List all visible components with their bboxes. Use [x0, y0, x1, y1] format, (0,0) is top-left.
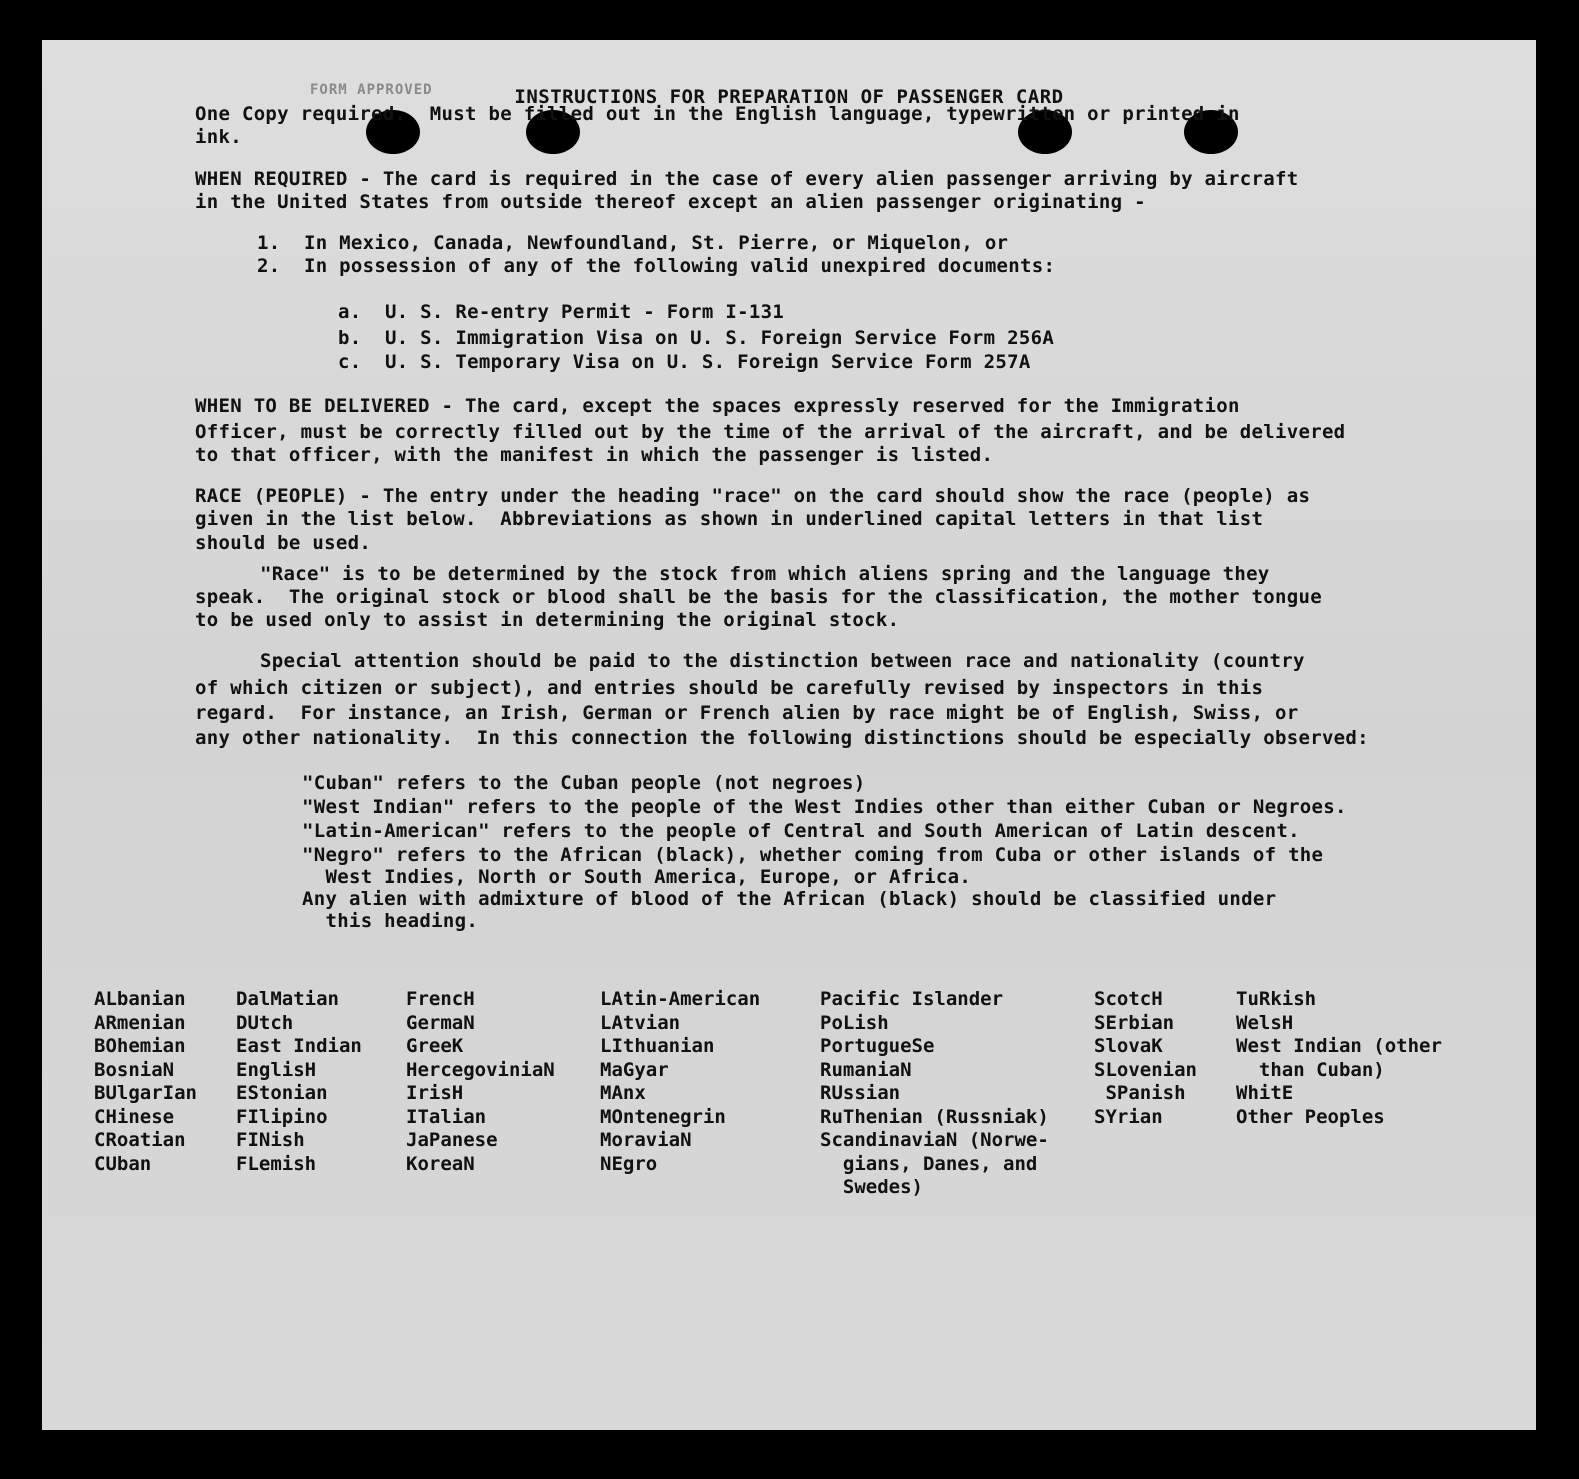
- race-text: any other nationality. In this connection the following distinctions should be especially observed:: [195, 727, 1369, 749]
- people-item: NEgro: [600, 1152, 658, 1175]
- peoples-column: [1236, 988, 1442, 1129]
- form-approved-stamp: FORM APPROVED: [310, 82, 433, 98]
- people-item: MaGyar: [600, 1058, 669, 1081]
- people-item: ITalian: [406, 1105, 487, 1128]
- when-delivered-text: WHEN TO BE DELIVERED - The card, except the spaces expressly reserved for the Immigration: [195, 395, 1240, 417]
- people-item: CRoatian: [94, 1129, 186, 1151]
- people-item: SlovaK: [1094, 1035, 1163, 1057]
- people-item: SErbian: [1094, 1011, 1175, 1034]
- distinction-line: "Negro" refers to the African (black), whether coming from Cuba or other islands of the: [302, 844, 1324, 866]
- people-item: gians, Danes, and: [820, 1152, 1038, 1175]
- race-text: "Race" is to be determined by the stock from which aliens spring and the language they: [260, 563, 1270, 585]
- people-item: BUlgarIan: [94, 1082, 197, 1104]
- peoples-column: [236, 988, 362, 1176]
- distinction-line: "Cuban" refers to the Cuban people (not negroes): [302, 772, 866, 794]
- people-item: FIlipino: [236, 1105, 328, 1128]
- people-item: MoraviaN: [600, 1129, 692, 1151]
- distinction-line: West Indies, North or South America, Europe, or Africa.: [302, 866, 972, 888]
- people-item: Swedes): [820, 1176, 923, 1198]
- peoples-column: [600, 988, 760, 1176]
- page-title: INSTRUCTIONS FOR PREPARATION OF PASSENGER CARD: [514, 86, 1064, 108]
- peoples-column: [820, 988, 1049, 1200]
- people-item: ARmenian: [94, 1011, 186, 1034]
- people-item: CHinese: [94, 1105, 175, 1128]
- people-item: FrencH: [406, 988, 475, 1010]
- people-item: RumaniaN: [820, 1058, 912, 1081]
- list-item: 1. In Mexico, Canada, Newfoundland, St. Pierre, or Miquelon, or: [257, 232, 1009, 254]
- when-required-text: WHEN REQUIRED - The card is required in the case of every alien passenger arriving by aircraft: [195, 168, 1299, 190]
- people-item: FINish: [236, 1129, 305, 1151]
- people-item: LIthuanian: [600, 1035, 715, 1057]
- race-text: speak. The original stock or blood shall be the basis for the classification, the mother tongue: [195, 586, 1322, 608]
- peoples-column: [94, 988, 197, 1176]
- when-delivered-text: to that officer, with the manifest in which the passenger is listed.: [195, 444, 994, 466]
- people-item: than Cuban): [1236, 1058, 1385, 1081]
- people-item: EStonian: [236, 1082, 328, 1104]
- sub-list-item: a. U. S. Re-entry Permit - Form I-131: [338, 301, 785, 323]
- people-item: ScotcH: [1094, 988, 1163, 1010]
- race-text: of which citizen or subject), and entries should be carefully revised by inspectors in this: [195, 677, 1264, 699]
- people-item: WelsH: [1236, 1011, 1294, 1034]
- people-item: HercegoviniaN: [406, 1058, 555, 1081]
- people-item: GreeK: [406, 1035, 464, 1057]
- people-item: PortugueSe: [820, 1035, 935, 1057]
- people-item: TuRkish: [1236, 988, 1317, 1010]
- people-item: RUssian: [820, 1082, 901, 1104]
- people-item: SLovenian: [1094, 1058, 1197, 1081]
- people-item: MAnx: [600, 1082, 646, 1104]
- people-item: LAtvian: [600, 1011, 681, 1034]
- race-text: should be used.: [195, 532, 372, 554]
- distinction-line: this heading.: [302, 910, 479, 932]
- intro-line: One Copy required. Must be filled out in the English language, typewritten or printed in: [195, 103, 1240, 125]
- people-item: Pacific Islander: [820, 988, 1004, 1010]
- distinction-line: Any alien with admixture of blood of the African (black) should be classified under: [302, 888, 1277, 910]
- race-text: RACE (PEOPLE) - The entry under the heading "race" on the card should show the race (people) as: [195, 485, 1311, 507]
- peoples-column: [1094, 988, 1197, 1129]
- people-item: JaPanese: [406, 1129, 498, 1151]
- race-text: Special attention should be paid to the distinction between race and nationality (country: [260, 650, 1305, 672]
- distinction-line: "Latin-American" refers to the people of Central and South American of Latin descent.: [302, 820, 1300, 842]
- people-item: FLemish: [236, 1152, 317, 1175]
- sub-list-item: b. U. S. Immigration Visa on U. S. Foreign Service Form 256A: [338, 327, 1055, 349]
- people-item: East Indian: [236, 1035, 362, 1057]
- people-item: DUtch: [236, 1011, 294, 1034]
- people-item: SYrian: [1094, 1105, 1163, 1128]
- distinction-line: "West Indian" refers to the people of the West Indies other than either Cuban or Negroes.: [302, 796, 1347, 818]
- peoples-column: [406, 988, 555, 1176]
- people-item: BOhemian: [94, 1035, 186, 1057]
- list-item: 2. In possession of any of the following valid unexpired documents:: [257, 255, 1056, 277]
- sub-list-item: c. U. S. Temporary Visa on U. S. Foreign Service Form 257A: [338, 351, 1031, 373]
- race-text: to be used only to assist in determining the original stock.: [195, 609, 900, 631]
- people-item: KoreaN: [406, 1152, 475, 1175]
- people-item: MOntenegrin: [600, 1105, 726, 1128]
- when-required-text: in the United States from outside thereof except an alien passenger originating -: [195, 191, 1146, 213]
- document-page: [42, 40, 1536, 1430]
- people-item: ScandinaviaN (Norwe-: [820, 1129, 1049, 1151]
- people-item: EnglisH: [236, 1058, 317, 1081]
- people-item: GermaN: [406, 1011, 475, 1034]
- people-item: LAtin-American: [600, 988, 761, 1010]
- people-item: DalMatian: [236, 988, 339, 1010]
- people-item: WhitE: [1236, 1082, 1294, 1104]
- when-delivered-text: Officer, must be correctly filled out by the time of the arrival of the aircraft, and be delivered: [195, 421, 1346, 443]
- people-item: CUban: [94, 1152, 152, 1175]
- people-item: West Indian (other: [1236, 1035, 1442, 1057]
- people-item: BosniaN: [94, 1058, 175, 1081]
- people-item: IrisH: [406, 1082, 464, 1104]
- race-text: given in the list below. Abbreviations as shown in underlined capital letters in that list: [195, 508, 1264, 530]
- people-item: SPanish: [1094, 1082, 1186, 1104]
- intro-line: ink.: [195, 126, 242, 148]
- people-item: ALbanian: [94, 988, 186, 1010]
- people-item: Other Peoples: [1236, 1105, 1385, 1128]
- people-item: RuThenian (Russniak): [820, 1105, 1049, 1128]
- people-item: PoLish: [820, 1011, 889, 1034]
- race-text: regard. For instance, an Irish, German or French alien by race might be of English, Swiss, or: [195, 702, 1299, 724]
